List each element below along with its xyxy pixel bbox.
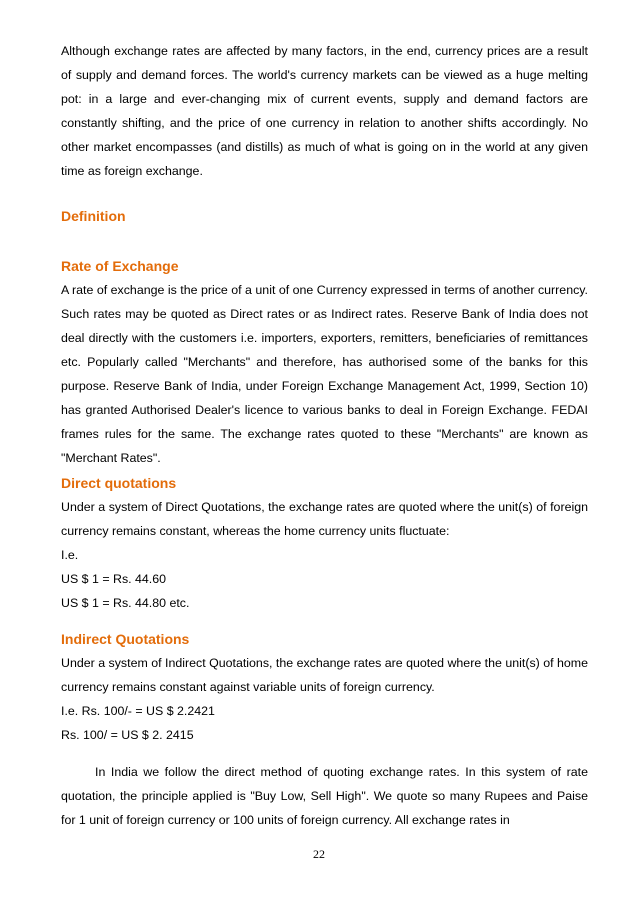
rate-of-exchange-paragraph: A rate of exchange is the price of a unit of one Currency expressed in terms of another currency. Such rates may be quoted as Direct rates or as Indirect rates. Reserve Bank of India does not deal directly with the customers i.e. importers, exporters, remitters, beneficiaries of remittances etc. Popularly called "Merchants" and therefore, has authorised some of the banks for this purpose. Reserve Bank of India, under Foreign Exchange Management Act, 1999, Section 10) has granted Authorised Dealer's licence to various banks to deal in Foreign Exchange. FEDAI frames rules for the same. The exchange rates quoted to these "Merchants" are known as "Merchant Rates".: [61, 282, 588, 466]
spacer: [61, 748, 588, 760]
definition-heading: Definition: [61, 207, 126, 224]
indirect-quotations-heading: Indirect Quotations: [61, 631, 190, 648]
indirect-example-2: Rs. 100/ = US $ 2. 2415: [61, 728, 194, 743]
spacer: [61, 184, 588, 204]
direct-quotations-heading: Direct quotations: [61, 474, 177, 491]
indirect-example-1: I.e. Rs. 100/- = US $ 2.2421: [61, 704, 215, 719]
closing-paragraph: In India we follow the direct method of quoting exchange rates. In this system of rate quotation, the principle applied is "Buy Low, Sell High". We quote so many Rupees and Paise for 1 unit of foreign currency or 100 units of foreign currency. All exchange rates in: [61, 764, 588, 827]
intro-paragraph: Although exchange rates are affected by many factors, in the end, currency prices are a result of supply and demand forces. The world's currency markets can be viewed as a huge melting pot: in a large and ever-changing mix of current events, supply and demand factors are constantly shifting, and the price of one currency in relation to another shifts accordingly. No other market encompasses (and distills) as much of what is going on in the world at any given time as foreign exchange.: [61, 44, 588, 179]
direct-example-1: US $ 1 = Rs. 44.60: [61, 571, 167, 586]
spacer: [61, 228, 588, 254]
spacer: [61, 615, 588, 627]
direct-example-2: US $ 1 = Rs. 44.80 etc.: [61, 595, 190, 610]
page-content: [61, 39, 588, 832]
direct-ie-label: I.e.: [61, 547, 79, 562]
direct-quotations-paragraph: Under a system of Direct Quotations, the exchange rates are quoted where the unit(s) of foreign currency remains constant, whereas the home currency units fluctuate:: [61, 499, 588, 538]
page-number: 22: [313, 847, 325, 861]
indirect-quotations-paragraph: Under a system of Indirect Quotations, the exchange rates are quoted where the unit(s) of home currency remains constant against variable units of foreign currency.: [61, 656, 588, 695]
rate-of-exchange-heading: Rate of Exchange: [61, 257, 179, 274]
